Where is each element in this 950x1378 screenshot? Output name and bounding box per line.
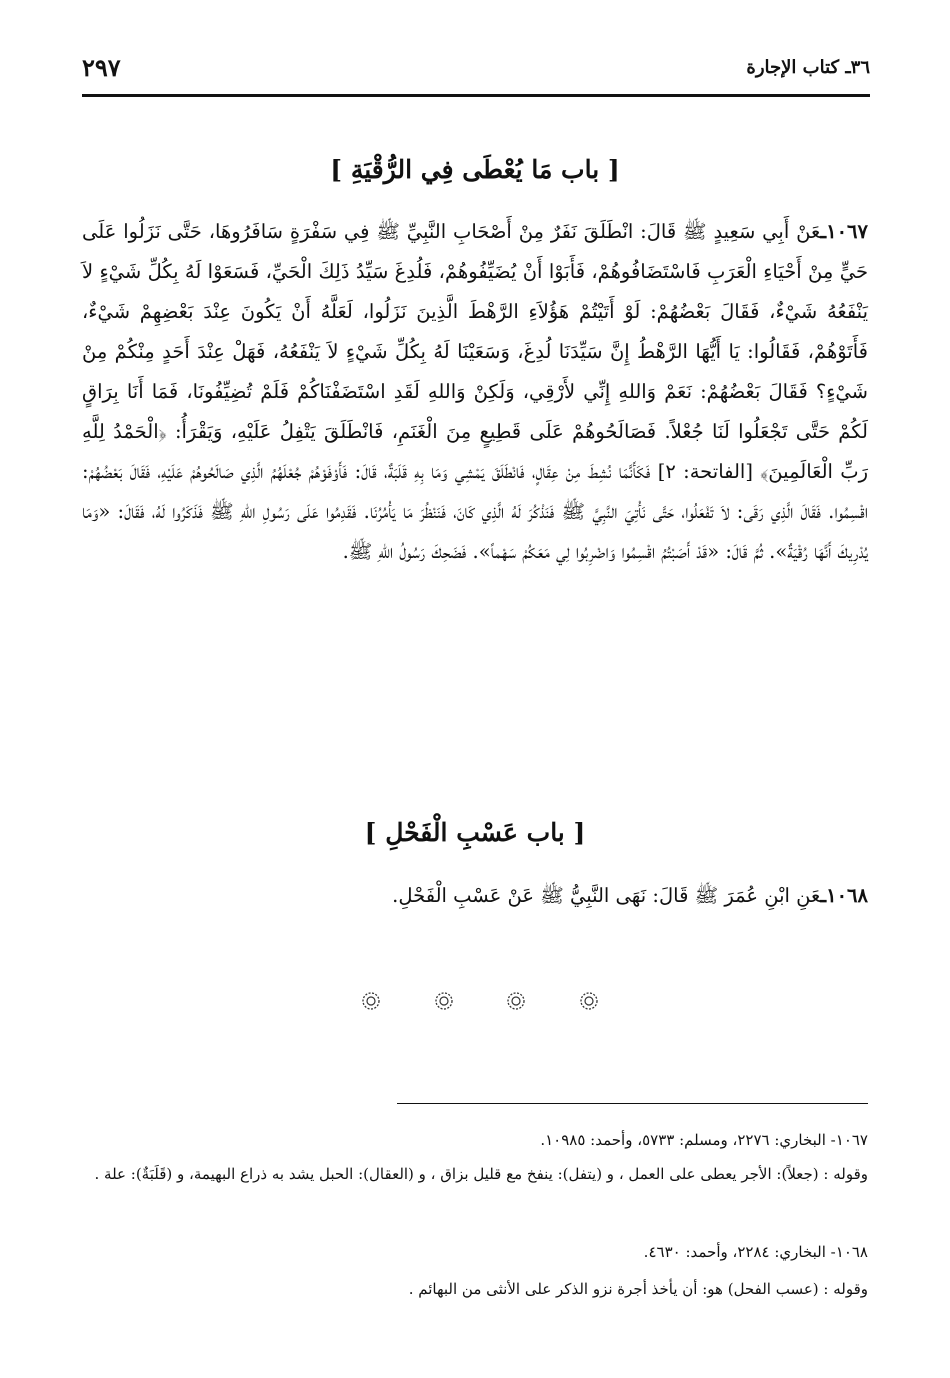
section-title-ruqya: [ باب مَا يُعْطَى فِي الرُّقْيَةِ ] — [330, 155, 620, 184]
chapter-title: ٣٦ـ كتاب الإجارة — [746, 57, 870, 78]
hadith-number: ١٠٦٧ـ — [820, 220, 868, 243]
flower-ornament-icon — [433, 990, 455, 1012]
hadith-text: عَنِ ابْنِ عُمَرَ ﷺ قَالَ: نَهَى النَّبِيُّ ﷺ عَنْ عَسْبِ الْفَحْلِ. — [392, 884, 821, 907]
flower-ornament-icon — [360, 990, 382, 1012]
hadith-text: عَنْ أَبِي سَعِيدٍ ﷺ قَالَ: انْطَلَقَ نَفَرٌ مِنْ أَصْحَابِ النَّبِيِّ ﷺ فِي سَفْرَةٍ سَافَرُوهَا، حَتَّى نَزَلُوا عَلَى حَيٍّ مِنْ أَحْيَاءِ الْعَرَبِ فَاسْتَضَافُوهُمْ، فَأَبَوْا أَنْ يُضَيِّفُوهُمْ، فَلُدِغَ سَيِّدُ ذَلِكَ الْحَيِّ، فَسَعَوْا لَهُ بِكُلِّ شَيْءٍ لاَ يَنْفَعُهُ شَيْءٌ، فَقَالَ بَعْضُهُمْ: لَوْ أَتَيْتُمْ هَؤُلاَءِ الرَّهْطَ الَّذِينَ نَزَلُوا، لَعَلَّهُ أَنْ يَكُونَ عِنْدَ بَعْضِهِمْ شَيْءٌ، فَأَتَوْهُمْ، فَقَالُوا: يَا أَيُّهَا الرَّهْطُ إِنَّ سَيِّدَنَا لُدِغَ، وَسَعَيْنَا لَهُ بِكُلِّ شَيْءٍ لاَ يَنْفَعُهُ، فَهَلْ عِنْدَ أَحَدٍ مِنْكُمْ مِنْ شَيْءٍ؟ فَقَالَ بَعْضُهُمْ: نَعَمْ وَاللهِ إِنِّي لأَرْقِي، وَلَكِنْ وَاللهِ لَقَدِ اسْتَضَفْنَاكُمْ فَلَمْ تُضِيِّفُونَا، فَمَا أَنَا بِرَاقٍ لَكُمْ حَتَّى تَجْعَلُوا لَنَا جُعْلاً. فَصَالَحُوهُمْ عَلَى قَطِيعٍ مِنَ الْغَنَمِ، فَانْطَلَقَ يَتْفِلُ عَلَيْهِ، وَيَقْرَأُ: ﴿الْحَمْدُ لِلَّهِ رَبِّ الْعَالَمِينَ﴾ [الفاتحة: ٢] فَكَأَنَّمَا نُشِطَ مِنْ عِقَالٍ، فَانْطَلَقَ يَمْشِي وَمَا بِهِ قَلَبَةٌ، قَالَ: فَأَوْفَوْهُمْ جُعْلَهُمُ الَّذِي صَالَحُوهُمْ عَلَيْهِ، فَقَالَ بَعْضُهُمْ: اقْسِمُوا. فَقَالَ الَّذِي رَقَى: لاَ تَفْعَلُوا، حَتَّى نَأْتِيَ النَّبِيَّ ﷺ فَنَذْكُرَ لَهُ الَّذِي كَانَ، فَنَنْظُرَ مَا يَأْمُرُنَا. فَقَدِمُوا عَلَى رَسُولِ اللهِ ﷺ فَذَكَرُوا لَهُ، فَقَالَ: «وَمَا يُدْرِيكَ أَنَّهَا رُقْيَةٌ». ثُمَّ قَالَ: «قَدْ أَصَبْتُمُ اقْسِمُوا وَاضْرِبُوا لِي مَعَكُمْ سَهْماً». فَضَحِكَ رَسُولُ اللهِ ﷺ. — [82, 220, 868, 563]
page-number: ٢٩٧ — [82, 53, 121, 82]
footnote-divider — [397, 1103, 868, 1104]
page-header — [82, 55, 870, 91]
section-ornaments — [360, 990, 600, 1014]
hadith-1067 — [82, 212, 868, 572]
hadith-number: ١٠٦٨ـ — [820, 884, 868, 907]
section-title-asb-alfahl: [ باب عَسْبِ الْفَحْلِ ] — [364, 818, 586, 847]
footnote-1068-source: ١٠٦٨- البخاري: ٢٢٨٤، وأحمد: ٤٦٣٠. — [643, 1243, 868, 1261]
header-divider — [82, 94, 870, 97]
flower-ornament-icon — [578, 990, 600, 1012]
footnote-1067-glossary: وقوله : (جعلاً): الأجر يعطى على العمل ، و (يتفل): ينفخ مع قليل بزاق ، و (العقال): الحبل يشد به ذراع البهيمة، و (قَلَبَةٌ): علة . — [94, 1165, 868, 1183]
footnote-1068-glossary: وقوله : (عسب الفحل) هو: أن يأخذ أجرة نزو الذكر على الأنثى من البهائم . — [408, 1280, 868, 1298]
flower-ornament-icon — [505, 990, 527, 1012]
hadith-1068 — [82, 876, 868, 916]
footnote-1067-source: ١٠٦٧- البخاري: ٢٢٧٦، ومسلم: ٥٧٣٣، وأحمد: ١٠٩٨٥. — [540, 1131, 868, 1149]
